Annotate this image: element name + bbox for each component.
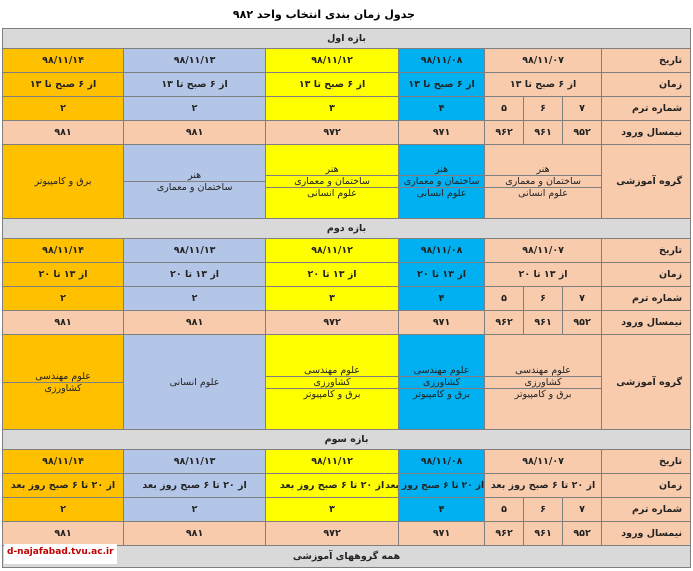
entry-cell: ۹۷۱: [399, 121, 485, 145]
term-cell: ۳: [266, 287, 399, 311]
entry-cell: ۹۶۲: [485, 522, 524, 546]
groups-label: گروه آموزشی: [602, 145, 691, 219]
group-item: هنر: [536, 164, 550, 175]
entry-cell: ۹۶۱: [524, 121, 563, 145]
term-cell: ۶: [524, 287, 563, 311]
time-label: زمان: [602, 263, 691, 287]
date-cell: ۹۸/۱۱/۱۴: [3, 450, 124, 474]
entry-cell: ۹۵۲: [563, 311, 602, 335]
groups-cell: برق و کامپیوتر: [3, 145, 124, 219]
term-cell: ۳: [266, 97, 399, 121]
time-cell: از ۶ صبح تا ۱۳: [3, 73, 124, 97]
period-3-time-row: [3, 474, 691, 498]
period-3-entry-row: [3, 522, 691, 546]
group-item: ساختمان و معماری: [399, 175, 484, 187]
period-1-term-row: [3, 97, 691, 121]
period-1-groups-row: [3, 145, 691, 219]
groups-cell: علوم انسانی: [124, 335, 266, 430]
term-label: شماره ترم: [602, 287, 691, 311]
period-3-term-row: [3, 498, 691, 522]
period-1-time-row: [3, 73, 691, 97]
group-item: هنر: [188, 170, 202, 181]
term-label: شماره ترم: [602, 498, 691, 522]
date-cell: ۹۸/۱۱/۱۲: [266, 49, 399, 73]
date-cell: ۹۸/۱۱/۱۴: [3, 239, 124, 263]
entry-cell: ۹۸۱: [124, 121, 266, 145]
term-cell: ۵: [485, 287, 524, 311]
term-cell: ۷: [563, 287, 602, 311]
site-watermark: d-najafabad.tvu.ac.ir: [4, 544, 117, 564]
period-2-entry-row: [3, 311, 691, 335]
time-label: زمان: [602, 474, 691, 498]
time-cell: از ۶ صبح تا ۱۳: [124, 73, 266, 97]
time-cell: از ۶ صبح تا ۱۳: [266, 73, 399, 97]
time-cell: از ۱۳ تا ۲۰: [266, 263, 399, 287]
groups-label: گروه آموزشی: [602, 335, 691, 430]
date-cell: ۹۸/۱۱/۱۳: [124, 450, 266, 474]
group-item: ساختمان و معماری: [266, 175, 398, 187]
date-cell: ۹۸/۱۱/۱۲: [266, 239, 399, 263]
date-cell: ۹۸/۱۱/۰۸: [399, 450, 485, 474]
entry-label: نیمسال ورود: [602, 522, 691, 546]
groups-cell: [399, 145, 485, 219]
entry-cell: ۹۸۱: [124, 522, 266, 546]
group-item: علوم انسانی: [485, 187, 601, 199]
schedule-table: [2, 28, 691, 568]
group-item: علوم انسانی: [266, 187, 398, 199]
group-item: کشاورزی: [3, 382, 123, 394]
entry-cell: ۹۷۲: [266, 121, 399, 145]
title-bar: [0, 0, 693, 28]
term-cell: ۴: [399, 287, 485, 311]
entry-cell: ۹۷۱: [399, 311, 485, 335]
date-label: تاریخ: [602, 450, 691, 474]
period-3-header: بازه سوم: [3, 430, 691, 450]
time-cell: از ۱۳ تا ۲۰: [3, 263, 124, 287]
group-item: کشاورزی: [399, 376, 484, 388]
groups-cell: [266, 145, 399, 219]
term-cell: ۲: [3, 97, 124, 121]
groups-cell: [266, 335, 399, 430]
term-cell: ۲: [3, 287, 124, 311]
time-label: زمان: [602, 73, 691, 97]
term-cell: ۴: [399, 97, 485, 121]
entry-cell: ۹۸۱: [124, 311, 266, 335]
entry-cell: ۹۸۱: [3, 522, 124, 546]
time-cell: از ۲۰ تا ۶ صبح روز بعد: [399, 474, 485, 498]
time-cell: از ۱۳ تا ۲۰: [485, 263, 602, 287]
groups-cell: [124, 145, 266, 219]
group-item: علوم مهندسی: [413, 364, 470, 376]
group-item: ساختمان و معماری: [124, 181, 265, 193]
term-cell: ۲: [124, 498, 266, 522]
date-label: تاریخ: [602, 239, 691, 263]
term-cell: ۶: [524, 97, 563, 121]
period-2-date-row: [3, 239, 691, 263]
date-cell: ۹۸/۱۱/۱۴: [3, 49, 124, 73]
group-item: هنر: [325, 164, 339, 175]
time-cell: از ۶ صبح تا ۱۳: [485, 73, 602, 97]
term-cell: ۵: [485, 498, 524, 522]
groups-cell: [399, 335, 485, 430]
period-2-header: بازه دوم: [3, 219, 691, 239]
time-cell: از ۲۰ تا ۶ صبح روز بعد: [3, 474, 124, 498]
entry-cell: ۹۷۱: [399, 522, 485, 546]
page-title: جدول زمان بندی انتخاب واحد ۹۸۲: [232, 8, 415, 21]
term-label: شماره ترم: [602, 97, 691, 121]
entry-cell: ۹۶۲: [485, 311, 524, 335]
group-item: علوم مهندسی: [35, 370, 91, 382]
entry-cell: ۹۷۲: [266, 522, 399, 546]
groups-cell: [485, 335, 602, 430]
term-cell: ۷: [563, 498, 602, 522]
term-cell: ۷: [563, 97, 602, 121]
date-cell: ۹۸/۱۱/۰۷: [485, 239, 602, 263]
entry-cell: ۹۵۲: [563, 121, 602, 145]
entry-cell: ۹۷۲: [266, 311, 399, 335]
entry-cell: ۹۶۲: [485, 121, 524, 145]
group-item: برق و کامپیوتر: [485, 388, 601, 400]
date-cell: ۹۸/۱۱/۰۷: [485, 450, 602, 474]
term-cell: ۵: [485, 97, 524, 121]
date-cell: ۹۸/۱۱/۰۸: [399, 49, 485, 73]
entry-cell: ۹۶۱: [524, 522, 563, 546]
period-1-header: بازه اول: [3, 29, 691, 49]
entry-cell: ۹۸۱: [3, 311, 124, 335]
group-item: کشاورزی: [485, 376, 601, 388]
term-cell: ۲: [124, 287, 266, 311]
group-item: علوم مهندسی: [515, 364, 571, 376]
date-cell: ۹۸/۱۱/۱۲: [266, 450, 399, 474]
time-cell: از ۲۰ تا ۶ صبح روز بعد: [266, 474, 399, 498]
time-cell: از ۲۰ تا ۶ صبح روز بعد: [124, 474, 266, 498]
entry-cell: ۹۶۱: [524, 311, 563, 335]
entry-label: نیمسال ورود: [602, 311, 691, 335]
term-cell: ۲: [124, 97, 266, 121]
time-cell: از ۱۳ تا ۲۰: [399, 263, 485, 287]
date-cell: ۹۸/۱۱/۰۸: [399, 239, 485, 263]
groups-cell: [485, 145, 602, 219]
term-cell: ۳: [266, 498, 399, 522]
group-item: علوم مهندسی: [304, 364, 360, 376]
group-item: برق و کامپیوتر: [399, 388, 484, 400]
date-cell: ۹۸/۱۱/۱۳: [124, 239, 266, 263]
period-2-term-row: [3, 287, 691, 311]
group-item: برق و کامپیوتر: [266, 388, 398, 400]
group-item: هنر: [435, 164, 449, 175]
date-cell: ۹۸/۱۱/۰۷: [485, 49, 602, 73]
period-1-date-row: [3, 49, 691, 73]
period-2-time-row: [3, 263, 691, 287]
date-cell: ۹۸/۱۱/۱۳: [124, 49, 266, 73]
entry-label: نیمسال ورود: [602, 121, 691, 145]
period-3-date-row: [3, 450, 691, 474]
term-cell: ۲: [3, 498, 124, 522]
entry-cell: ۹۸۱: [3, 121, 124, 145]
term-cell: ۴: [399, 498, 485, 522]
time-cell: از ۲۰ تا ۶ صبح روز بعد: [485, 474, 602, 498]
all-groups-footer: همه گروههای آموزشی: [3, 546, 691, 568]
time-cell: از ۱۳ تا ۲۰: [124, 263, 266, 287]
period-2-groups-row: [3, 335, 691, 430]
term-cell: ۶: [524, 498, 563, 522]
groups-cell: [3, 335, 124, 430]
entry-cell: ۹۵۲: [563, 522, 602, 546]
group-item: کشاورزی: [266, 376, 398, 388]
group-item: ساختمان و معماری: [485, 175, 601, 187]
period-1-entry-row: [3, 121, 691, 145]
date-label: تاریخ: [602, 49, 691, 73]
time-cell: از ۶ صبح تا ۱۳: [399, 73, 485, 97]
group-item: علوم انسانی: [399, 187, 484, 199]
